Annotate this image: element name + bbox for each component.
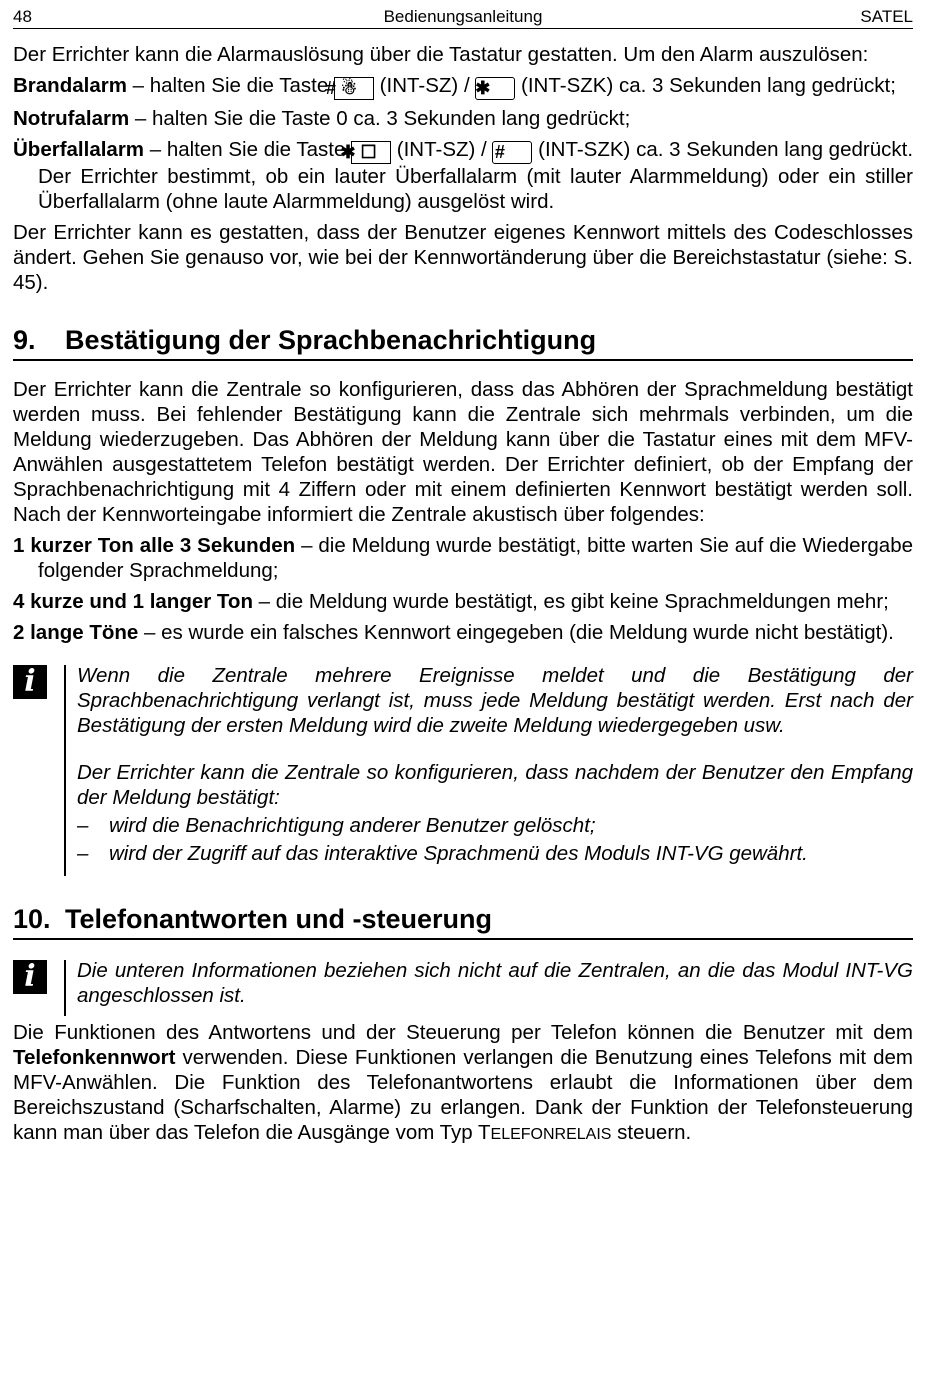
fire-alarm-text-post: (INT-SZK) ca. 3 Sekunden lang gedrückt; — [515, 74, 896, 97]
star-key-icon: ✱ — [475, 77, 515, 100]
note-bullet-text: wird die Benachrichtigung anderer Benutzer gelöscht; — [109, 814, 596, 837]
emergency-alarm-text: – halten Sie die Taste 0 ca. 3 Sekunden lang gedrückt; — [129, 107, 631, 130]
hash-key-icon: # — [492, 141, 532, 164]
note-paragraph: Der Errichter kann die Zentrale so konfigurieren, dass nachdem der Benutzer den Empfang der Meldung bestätigt: — [77, 761, 913, 809]
section-9-number: 9. — [13, 325, 36, 355]
panic-alarm-text-pre: – halten Sie die Taste — [144, 138, 352, 161]
panic-alarm-item — [13, 137, 913, 214]
tone-item — [13, 533, 913, 583]
tone-item — [13, 620, 913, 645]
fire-alarm-item — [13, 73, 913, 100]
section-10-text-post: steuern. — [611, 1121, 692, 1144]
section-9-heading — [13, 323, 913, 361]
page-header — [13, 4, 913, 29]
smallcaps-initial: T — [478, 1121, 491, 1144]
info-note — [13, 663, 913, 876]
tone-item — [13, 589, 913, 614]
fire-alarm-text-mid: (INT-SZ) / — [373, 74, 476, 97]
smallcaps-rest: ELEFONRELAIS — [490, 1126, 612, 1143]
page-number: 48 — [13, 7, 32, 26]
section-10-text-mid: verwenden. Diese Funktionen verlangen die Benutzung eines Telefons mit dem MFV-Anwählen. Die Funktion des Telefonantwortens erlaubt die Informationen über dem Bereichszustand (Scharfschalten, Alarme) zu erlangen. Dank der Funktion der Telefonsteuerung kann man über das Telefon die Ausgänge vom Typ — [13, 1046, 913, 1144]
note-paragraph: Die unteren Informationen beziehen sich nicht auf die Zentralen, an die das Modul INT-VG angeschlossen ist. — [77, 959, 913, 1007]
section-9-para: Der Errichter kann die Zentrale so konfigurieren, dass das Abhören der Sprachmeldung bestätigt werden muss. Bei fehlender Bestätigung kann die Zentrale sich mehrmals verbinden, um die Meldung wiederzugeben. Das Abhören der Meldung kann über die Tastatur eines mit dem MFV-Anwählen ausgestattetem Telefon bestätigt werden. Der Errichter definiert, ob der Empfang der Sprachbenachrichtigung mit 4 Ziffern oder mit einem definierten Kennwort bestätigt werden soll. Nach der Kennworteingabe informiert die Zentrale akustisch über folgendes: — [13, 378, 913, 526]
note-paragraph: Wenn die Zentrale mehrere Ereignisse meldet und die Bestätigung der Sprachbenachrichtigung verlangt ist, muss jede Meldung bestätigt werden. Erst nach der Bestätigung der ersten Meldung wird die zweite Meldung wiedergegeben usw. — [77, 664, 913, 737]
tone-item-text: – die Meldung wurde bestätigt, es gibt keine Sprachmeldungen mehr; — [252, 590, 889, 613]
section-9-title: Bestätigung der Sprachbenachrichtigung — [65, 325, 597, 355]
code-change-para: Der Errichter kann es gestatten, dass der Benutzer eigenes Kennwort mittels des Codeschlosses ändert. Gehen Sie genauso vor, wie bei der Kennwortänderung über die Bereichstastatur (siehe: S. 45). — [13, 221, 913, 294]
fire-alarm-term: Brandalarm — [13, 74, 127, 97]
star-bell-key-icon: ✱ ☐ — [351, 141, 391, 164]
alarm-intro: Der Errichter kann die Alarmauslösung über die Tastatur gestatten. Um den Alarm auszulösen: — [13, 43, 869, 66]
info-icon: i — [13, 665, 47, 699]
section-10-text-pre: Die Funktionen des Antwortens und der Steuerung per Telefon können die Benutzer mit dem — [13, 1021, 913, 1044]
fire-alarm-text-pre: – halten Sie die Taste — [126, 74, 334, 97]
emergency-alarm-item — [13, 106, 913, 131]
section-10-para — [13, 1020, 913, 1147]
tone-item-term: 2 lange Töne — [13, 621, 139, 644]
tone-item-text: – die Meldung wurde bestätigt, bitte warten Sie auf die Wiedergabe folgender Sprachmeldung; — [38, 534, 914, 582]
section-10-number: 10. — [13, 904, 51, 934]
section-10-title: Telefonantworten und -steuerung — [65, 904, 492, 934]
tone-item-term: 1 kurzer Ton alle 3 Sekunden — [13, 534, 296, 557]
emergency-alarm-term: Notrufalarm — [13, 107, 130, 130]
page-body — [13, 42, 913, 1147]
panic-alarm-text-post: (INT-SZK) ca. 3 Sekunden lang gedrückt. Der Errichter bestimmt, ob ein lauter Überfallalarm (mit lauter Alarmmeldung) oder ein stiller Überfallalarm (ohne laute Alarmmeldung) ausgelöst wird. — [38, 138, 914, 213]
tone-item-text: – es wurde ein falsches Kennwort eingegeben (die Meldung wurde nicht bestätigt). — [138, 621, 894, 644]
tone-item-term: 4 kurze und 1 langer Ton — [13, 590, 253, 613]
note-bullet: – wird die Benachrichtigung anderer Benutzer gelöscht; — [77, 814, 596, 837]
header-title: Bedienungsanleitung — [383, 7, 543, 26]
note-bullet: – wird der Zugriff auf das interaktive Sprachmenü des Moduls INT-VG gewährt. — [77, 842, 808, 865]
panic-alarm-term: Überfallalarm — [13, 138, 145, 161]
info-icon: i — [13, 960, 47, 994]
hash-fire-key-icon: # ☃ — [334, 77, 374, 100]
section-10-heading — [13, 902, 913, 940]
info-note — [13, 958, 913, 1016]
section-10-term: Telefonkennwort — [13, 1046, 176, 1069]
panic-alarm-text-mid: (INT-SZ) / — [391, 138, 493, 161]
header-brand: SATEL — [860, 7, 913, 26]
note-bullet-text: wird der Zugriff auf das interaktive Sprachmenü des Moduls INT-VG gewährt. — [109, 842, 808, 865]
